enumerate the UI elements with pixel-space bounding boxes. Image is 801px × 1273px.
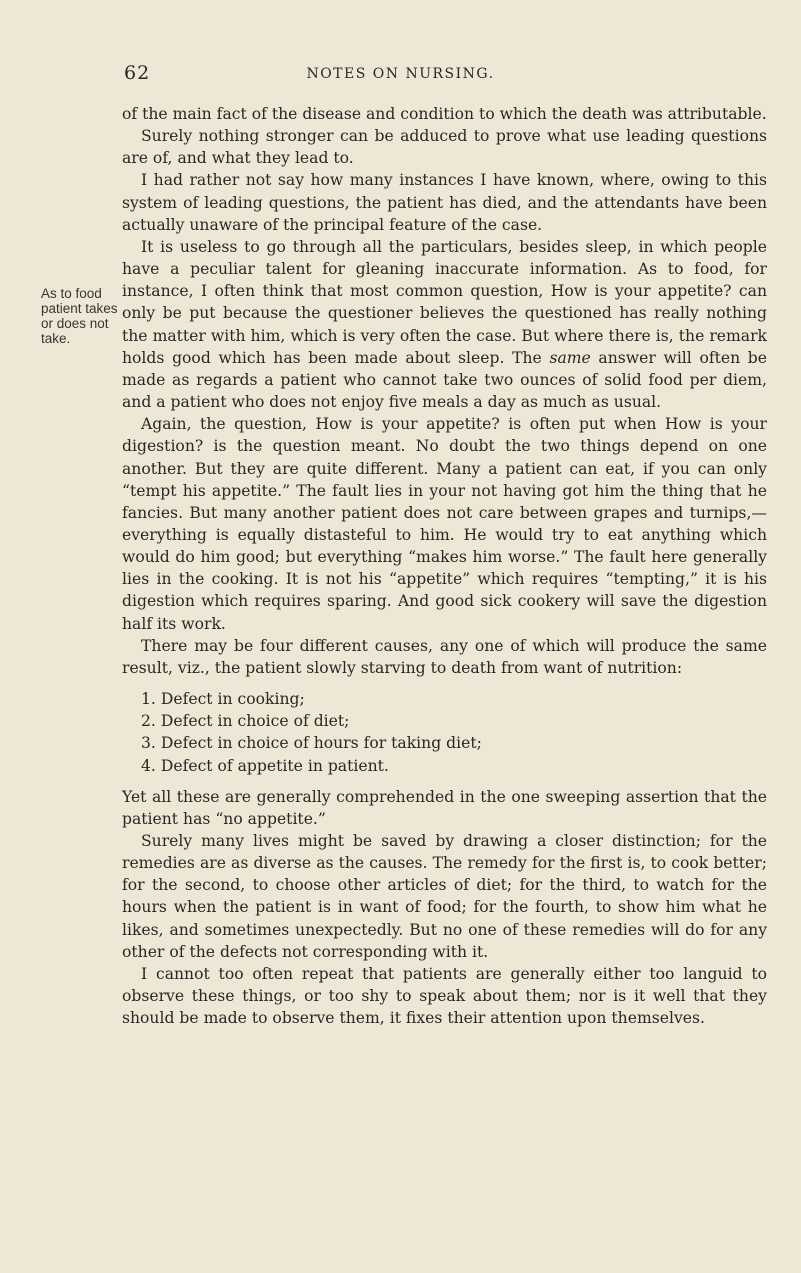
list-item: 4. Defect of appetite in patient. [141, 756, 389, 775]
paragraph: Again, the question, How is your appetite? is often put when How is your digestion? is the question meant. No doubt the two things depend on one another. But they are quite different. Many a patient can eat, if you can only “tempt his appetite.” The fault lies in your not having got him the thing that he fancies. But many another patient does not care between grapes and turnips,— everything is equally distasteful to him. He would try to eat anything which would do him good; but everything “makes him worse.” The fault here generally lies in the cooking. It is not his “appetite” which requires “tempting,” it is his digestion which requires sparing. And good sick cookery will save the digestion half its work. [122, 415, 767, 633]
paragraph-food [122, 236, 767, 413]
paragraph-part: It is useless to go through all the particulars, besides sleep, in which people have a peculiar talent for gleaning inaccurate information. As to food, for instance, I often think that most common question, How is your appetite? can only be put because the questioner believes the questioned has really nothing the matter with him, which is very often the case. But where there is, the remark holds good which has been made about sleep. The [122, 237, 767, 367]
list-item: 3. Defect in choice of hours for taking diet; [141, 734, 482, 753]
defects-list [122, 688, 767, 777]
paragraph: Surely nothing stronger can be adduced to prove what use leading questions are of, and what they lead to. [122, 127, 767, 168]
page-header [0, 58, 801, 88]
running-head: NOTES ON NURSING. [306, 66, 495, 82]
paragraph: Yet all these are generally comprehended in the one sweeping assertion that the patient has “no appetite.” [122, 787, 767, 828]
margin-note: As to food patient takes or does not take. [41, 286, 118, 346]
paragraph: There may be four different causes, any one of which will produce the same result, viz., the patient slowly starving to death from want of nutrition: [122, 636, 767, 677]
body-text [122, 103, 767, 1029]
emphasis: same [549, 348, 591, 367]
paragraph: I had rather not say how many instances I have known, where, owing to this system of leading questions, the patient has died, and the attendants have been actually unaware of the principal feature of the case. [122, 171, 767, 234]
paragraph: of the main fact of the disease and condition to which the death was attributable. [122, 105, 767, 123]
paragraph: Surely many lives might be saved by drawing a closer distinction; for the remedies are as diverse as the causes. The remedy for the first is, to cook better; for the second, to choose other articles of diet; for the third, to watch for the hours when the patient is in want of food; for the fourth, to show him what he likes, and sometimes unexpectedly. But no one of these remedies will do for any other of the defects not corresponding with it. [122, 832, 767, 961]
page-number: 62 [124, 62, 151, 84]
paragraph-part: answer will often be made as regards a patient who cannot take two ounces of solid food per diem, and a patient who does not enjoy five meals a day as much as usual. [122, 348, 768, 412]
list-item: 1. Defect in cooking; [141, 690, 305, 709]
list-item: 2. Defect in choice of diet; [141, 712, 350, 731]
paragraph: I cannot too often repeat that patients are generally either too languid to observe these things, or too shy to speak about them; nor is it well that they should be made to observe them, it fixes their attention upon themselves. [122, 964, 767, 1028]
